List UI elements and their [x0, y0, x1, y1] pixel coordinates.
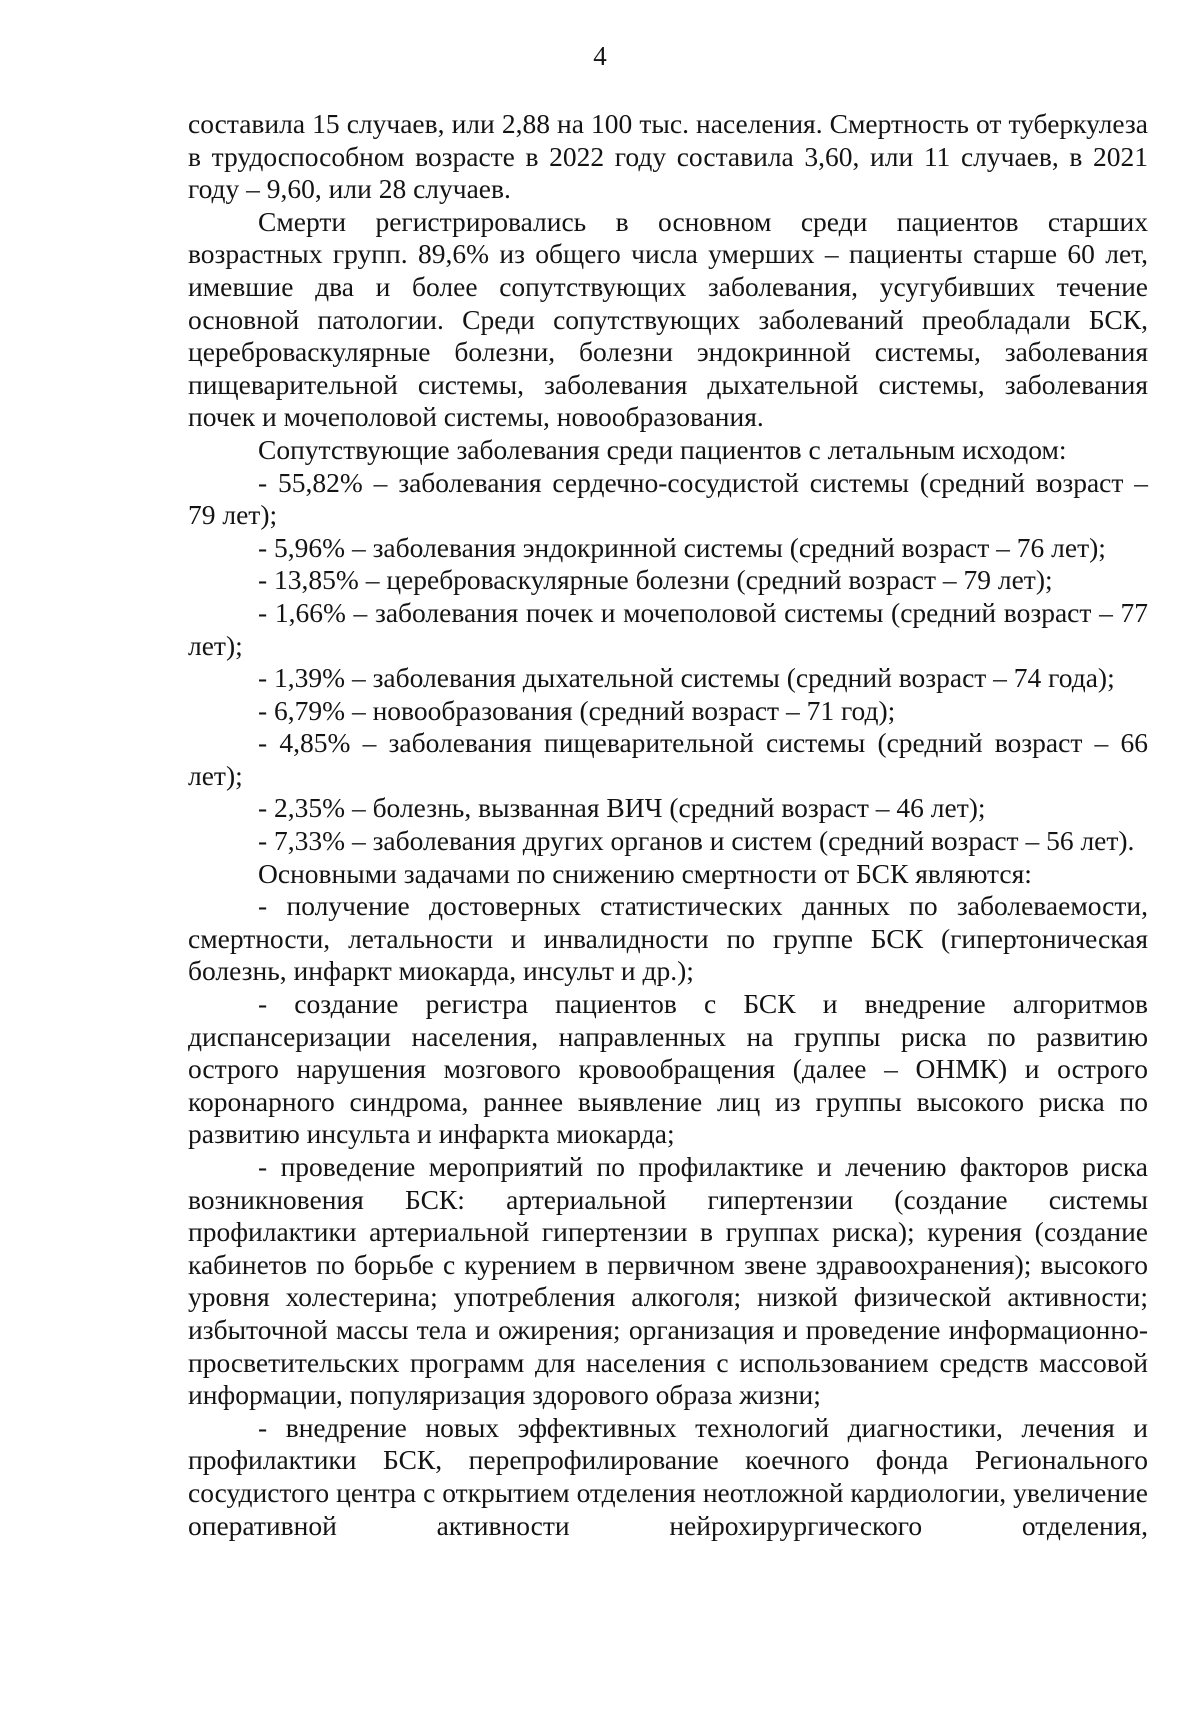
list-item-digestive: - 4,85% – заболевания пищеварительной системы (средний возраст – 66 лет); — [188, 727, 1148, 791]
list-item-respiratory: - 1,39% – заболевания дыхательной системы (средний возраст – 74 года); — [258, 662, 1115, 694]
list-item-endocrine: - 5,96% – заболевания эндокринной системы (средний возраст – 76 лет); — [258, 531, 1106, 563]
task-item-technologies: - внедрение новых эффективных технологий диагностики, лечения и профилактики БСК, перепрофилирование коечного фонда Регионального сосудистого центра с открытием отделения неотложной кардиологии, увеличение оперативной активности нейрохирургического отделения, — [188, 1411, 1148, 1541]
paragraph-tb-mortality: составила 15 случаев, или 2,88 на 100 тыс. населения. Смертность от туберкулеза в трудоспособном возрасте в 2022 году составила 3,60, или 11 случаев, в 2021 году – 9,60, или 28 случаев. — [188, 108, 1148, 205]
task-item-statistics: - получение достоверных статистических данных по заболеваемости, смертности, летальности и инвалидности по группе БСК (гипертоническая болезнь, инфаркт миокарда, инсульт и др.); — [188, 890, 1148, 987]
task-item-risk-factors: - проведение мероприятий по профилактике и лечению факторов риска возникновения БСК: артериальной гипертензии (создание системы профилактики артериальной гипертензии в группах риска); курения (создание кабинетов по борьбе с курением в первичном звене здравоохранения); высокого уровня холестерина; употребления алкоголя; низкой физической активности; избыточной массы тела и ожирения; организация и проведение информационно-просветительских программ для населения с использованием средств массовой информации, популяризация здорового образа жизни; — [188, 1151, 1148, 1411]
paragraph-deaths-age-groups: Смерти регистрировались в основном среди пациентов старших возрастных групп. 89,6% из общего числа умерших – пациенты старше 60 лет, имевшие два и более сопутствующих заболевания, усугубивших течение основной патологии. Среди сопутствующих заболеваний преобладали БСК, цереброваскулярные болезни, болезни эндокринной системы, заболевания пищеварительной системы, заболевания дыхательной системы, заболевания почек и мочеполовой системы, новообразования. — [188, 205, 1148, 433]
page-number: 4 — [593, 41, 607, 71]
list-item-neoplasms: - 6,79% – новообразования (средний возраст – 71 год); — [258, 694, 896, 726]
document-body — [188, 108, 1148, 1542]
list-item-cardiovascular: - 55,82% – заболевания сердечно-сосудистой системы (средний возраст – 79 лет); — [188, 466, 1148, 531]
list-item-urogenital: - 1,66% – заболевания почек и мочеполовой системы (средний возраст – 77 лет); — [188, 596, 1148, 661]
list-item-other-organs: - 7,33% – заболевания других органов и систем (средний возраст – 56 лет). — [258, 825, 1135, 857]
paragraph-comorbidities-intro: Сопутствующие заболевания среди пациентов с летальным исходом: — [258, 433, 1067, 465]
task-item-registry: - создание регистра пациентов с БСК и внедрение алгоритмов диспансеризации населения, направленных на группы риска по развитию острого нарушения мозгового кровообращения (далее – ОНМК) и острого коронарного синдрома, раннее выявление лиц из группы высокого риска по развитию инсульта и инфаркта миокарда; — [188, 988, 1148, 1150]
paragraph-tasks-intro: Основными задачами по снижению смертности от БСК являются: — [258, 857, 1032, 889]
list-item-hiv: - 2,35% – болезнь, вызванная ВИЧ (средний возраст – 46 лет); — [258, 792, 986, 824]
list-item-cerebrovascular: - 13,85% – цереброваскулярные болезни (средний возраст – 79 лет); — [258, 564, 1053, 596]
